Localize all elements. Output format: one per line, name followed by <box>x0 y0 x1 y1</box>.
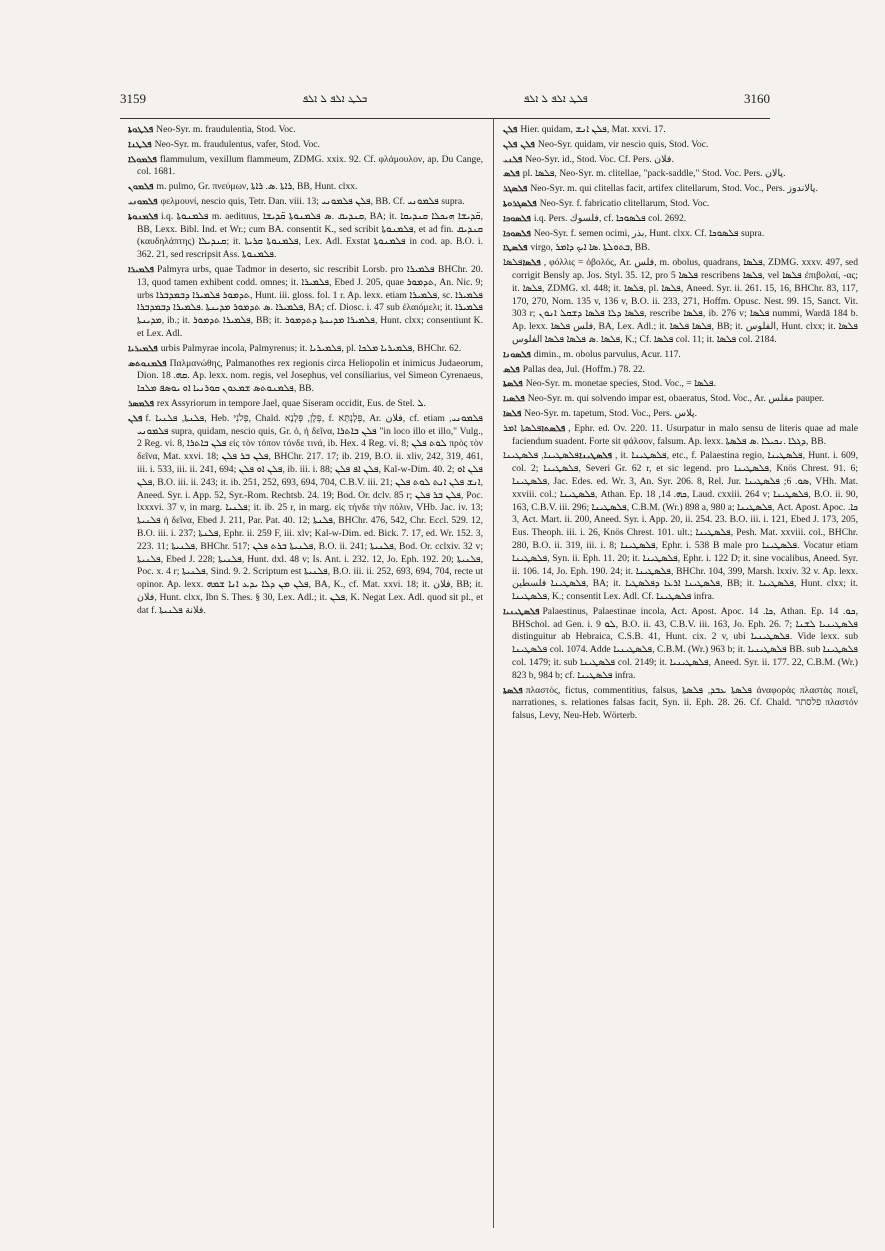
entry-headword: ܦܠܡܝܪܝܐ <box>128 343 158 354</box>
entry-definition: Pallas dea, Jul. (Hoffm.) 78. 22. <box>522 363 646 375</box>
dictionary-entry <box>503 378 858 391</box>
entry-headword: ܦܠܣܐ <box>503 408 522 419</box>
dictionary-entry <box>128 264 483 341</box>
entry-headword: ܦܠܣ <box>503 364 520 375</box>
entry-headword: ܦܠܣ <box>503 169 520 180</box>
entry-headword: ܦܠܣܬܐ <box>541 423 566 434</box>
left-column <box>128 124 483 1229</box>
dictionary-entry <box>128 343 483 356</box>
entry-headword: ܦܠܢ <box>128 413 143 424</box>
left-page-number: 3159 <box>120 91 146 106</box>
entry-headword: ܦܠܣܛܐ <box>503 243 528 254</box>
dictionary-entry <box>503 183 858 196</box>
right-running-head <box>523 94 587 105</box>
entry-headword: ܦܠܡܘܢ <box>128 182 154 193</box>
entry-definition: Palmyra urbs, quae Tadmor in deserto, sic rescribit Lorsb. pro ܦܠܡܝܪܐ BHChr. 20. 13, quod tamen exhibent codd. omnes; it. ܦܠܡܝܪܐ, Ebed J. 205, quae ܬܕܡܘܪ, An. Nic. 9; urbs ܬܕܡܘܪ ܦܠܡܝܪܐ ܕܒܡܕܒܪܐ, Hunt. iii. gloss. fol. 1 r. Ap. lexx. etiam ܦܠܡܝܪܐ, sc. ܦܠܡܝܪܐ ܦܠܡܝܪܐ .ܣ ܬܕܡܘܪ ܡܕܝܢܬܐ .ܦܠܡܝܪܐ ܕܒܡܕܒܪܐ, BA; cf. Diosc. i. 47 sub ἐλαιόμελι; it. ܦܠܡܝܪܐ ܡܕܝܢܬܐ, ib.; it. ܦܠܡܝܪܐ ܬܕܡܘܪ, BB; it. ܦܠܡܝܪܐ ܡܕܝܢܬܐ ܕܬܕܡܘܪ, Hunt. clxx; consentiunt K. et Lex. Adl. <box>137 263 483 339</box>
dictionary-entry <box>128 139 483 152</box>
entry-headword: ܦܠܣܓܪ <box>503 184 528 195</box>
dictionary-entry <box>128 154 483 180</box>
dictionary-entry <box>503 393 858 406</box>
dictionary-entry <box>503 242 858 255</box>
entry-definition: Neo-Syr. m. qui clitellas facit, artifex clitellarum, Stod. Voc., Pers. پالاندوز. <box>530 183 818 195</box>
entry-definition: Neo-Syr. f. fabricatio clitellarum, Stod. Voc. <box>539 197 710 209</box>
right-page-number: 3160 <box>743 91 770 106</box>
entry-headword: ܦܠܣܓܪܘܬܐ <box>503 198 537 209</box>
dictionary-entry <box>503 213 858 226</box>
dictionary-entry <box>503 423 858 449</box>
left-running-head-text: ܒܠܛ ܐܠܦ ܠ ܐܠܦ <box>302 93 368 105</box>
right-running-head-text: ܦܠܛ ܐܠܦ ܠ ܐܠܦ <box>523 93 588 105</box>
entry-headword: ܦܠܡܝܪܐ <box>128 264 154 275</box>
dictionary-entry <box>503 606 858 683</box>
entry-definition: rex Assyriorum in tempore Jael, quae Siseram occidit, Eus. de Stel. ܠ. <box>156 397 426 409</box>
entry-headword: ܦܠܡܢܘܬܐ <box>128 211 158 222</box>
entry-headword: ܦܠܣܬܐ <box>503 685 523 696</box>
entry-headword: ܦܠܣܝܐ <box>503 394 525 405</box>
entry-headword: ܦܠܡܘܢܝ <box>128 196 158 207</box>
entry-headword: ܦܠܢܝ <box>503 154 523 165</box>
entry-headword: ܦܠܣܬܐ <box>503 379 523 390</box>
entry-definition: f. ܦܠܢܬܐ, ܦܠܢܝܐ, Heb. פְּלֹנִי, Chald. פְּלָן, פְּלָנָא, f. פְּלָנְתָּא, Ar. فلان, cf. etiam ܦܠܡܘܢܝ, ܦܠܡܘܢܝ supra, quidam, nescio quis, Gr. ὁ, ἡ δεῖνα, ܦܠܢ ܒܐܬܪܐ "in loco illo et illo," Vulg., 2 Reg. vi. 8, ܦܠܢ ܒܐܬܪܐ εἰς τὸν τόπον τόνδε τινά, ib. Hex. 4 Reg. vi. 8; ܠܘܬ ܦܠܢ πρὸς τὸν δεῖνα, Mat. xxvi. 18; ܦܠܢ ܒܪ ܦܠܢ, BHChr. 217. 17; ib. 219, B.O. ii. xliv, 242, 319, 461, iii. i. 533, iii. ii. 241, 694; ܦܠܢ ܐܘ ܦܠܢ, ib. iii. i. 88; ܦܠܢ ܐܦ ܦܠܢ, Kal-w-Dim. 40. 2; ܦܠܢ ܐܘ ܦܠܢ, B.O. iii. ii. 243; it. ib. 251, 252, 693, 694, 704, C.B.V. iii. 21; ܐܢܫ ܦܠܢ ܐܢܬ ܠܘܬ ܦܠܢ, Aneed. Syr. i. App. 52, Syr.-Rom. Rechtsb. 24. 19; Bod. Or. dclv. 85 r; ܦܠܢ ܒܪ ܦܠܢ, Poc. lxxxvi. 37 v, in marg. ܦܠܢܝܐ; it. ib. 25 r, in marg. εἰς τήνδε τὴν πόλιν, VHb. Jac. iv. 13; ܦܠܢܝܬܐ ἡ δεῖνα, Ebed J. 211, Par. Pat. 40. 12; ܦܠܢܬܐ, BHChr. 476, 542, Chr. Eccl. 529. 12, B.O. iii. i. 237; ܦܠܢܬܐ, Ephr. ii. 259 F, iii. xlv; Kal-w-Dim. ed. Bick. 7. 17, ed. Wr. 152. 3, 223. 11; ܦܠܢܝܬܐ, BHChr. 517; ܦܠܢܝܬܐ ܒܪܬ ܦܠܢ, B.O. ii. 241; ܦܠܢܝܬܐ, Bod. Or. cclxiv. 32 v; ܦܠܢܝܬܐ, Ebed J. 228; ܦܠܢܝܬܐ, Hunt. dxl. 48 v; Is. Ant. i. 232. 12, Jo. Eph. 192. 20; ܦܠܢܝܬܐ, Poc. x. 4 r; ܦܠܢܝܬܐ, Sind. 9. 2. Scriptum est ܦܠܢܝܬܐ, B.O. iii. ii. 252, 693, 694, 704, recte ut opinor. Ap. lexx. ܦܠܢ ܡܢ ܕܠܐ ܝܕܥ ܐܢܐ ܫܡܗ, BA, K., cf. Mat. xxvi. 18; it. فلان, BB; it. فلان, Hunt. clxx, Ibn S. Thes. § 30, Lex. Adl.; it. ܦܠܢ, K. Negat Lex. Adl. quod sit pl., et dat f. فلانة ܦܠܢܝܬܐ. <box>137 412 483 616</box>
entry-definition: ܦܠܣܛܝܢܐ, ܦܠܣܛܝܢܐ, it. ܦܠܣܛܝܢܐ, etc., f. Palaestina regio, ܦܠܣܛܝܢܐ, Hunt. i. 609, col. 2; ܦܠܣܛܝܢܐ, Severi Gr. 62 r, et sic legend. pro ܦܠܣܛܝܢܐ, Knös Chrest. 91. 6; ܦܠܣܛܝܢܐ, Jac. Edes. ed. Wr. 3, An. Syr. 206. 8, Rel. Jur. ܣܘ. 6; ܦܠܣܛܝܢܐ, VHh. Mat. xxviii. col.; ܦܠܣܛܝܢܐ, Athan. Ep. ܟܗ. 14, 18, Laud. cxxiii. 264 v; ܦܠܣܛܝܢܐ, B.O. ii. 90, 163, C.B.V. iii. 296; ܦܠܣܛܝܢܐ, C.B.M. (Wr.) 898 a, 980 a; ܦܠܣܛܝܢܐ, Act. Apost. Apoc. ܟܐ. 3, Act. Mart. ii. 200, Aneed. Syr. i. App. 20, ii. 254. 23. B.O. iii. i. 121, Ebed J. 173, 205, Eus. Theoph. iii. i. 26, Knös Chrest. 101. ult.; ܦܠܣܛܝܢܐ, Pesh. Mat. xxviii. col., BHChr. 280, B.O. ii. 319, iii. i. 8; ܦܠܣܛܝܢܐ, Ephr. i. 538 B male pro ܦܠܣܛܝܢܐ. Vocatur etiam ܦܠܣܛܝܢܐ, Syn. ii. Eph. 11. 20; it. ܦܠܣܛܝܢܐ, Ephr. i. 122 D; it. sine vocalibus, Aneed. Syr. ii. 106. 14, Jo. Eph. 190. 24; it. ܦܠܣܛܝܢܐ, BHChr. 104, 399, Marsh. lxxiv. 32 v. Ap. lexx. ܦܠܣܛܝܢܐ فلسطين, BA; it. ܦܠܣܛܝܢܐ ܐܪܥܐ ܕܦܠܣܛܝܐ, BB; it. ܦܠܣܛܝܢܐ, Hunt. clxx; it. ܦܠܣܛܝܢܐ, K.; consentit Lex. Adl. Cf. ܦܠܣܛܝܢܐ infra. <box>503 450 858 603</box>
entry-definition: urbis Palmyrae incola, Palmyrenus; it. ܦܠܡܝܪܝܐ, pl. ܦܠܡܝܪܝܐ ܡܠܟܐ, BHChr. 62. <box>160 342 462 354</box>
right-column <box>503 124 858 1229</box>
dictionary-entry <box>128 413 483 618</box>
dictionary-entry <box>503 124 858 137</box>
entry-headword: ܦܠܛܘܬܐ <box>128 125 154 135</box>
entry-definition: φελμουνί, nescio quis, Tetr. Dan. viii. 13; ܦܠܢ ܦܠܡܘܢܝ, BB. Cf. ܦܠܡܘܢܝ supra. <box>160 195 465 207</box>
dictionary-entry <box>503 685 858 723</box>
dictionary-entry <box>503 364 858 377</box>
dictionary-entry <box>128 196 483 209</box>
dictionary-entry <box>503 198 858 211</box>
dictionary-entry <box>503 257 858 347</box>
header-rule <box>120 118 770 119</box>
entry-definition: Neo-Syr. id., Stod. Voc. Cf. Pers. فلان. <box>525 153 674 165</box>
entry-definition: pl. ܦܠܣܐ, Neo-Syr. m. clitellae, "pack-saddle," Stod. Voc. Pers. پالان. <box>522 168 786 180</box>
entry-headword: ܦܠܛܢܐ <box>128 139 152 150</box>
entry-definition: dimin., m. obolus parvulus, Acur. 117. <box>533 348 681 360</box>
dictionary-entry <box>503 168 858 181</box>
entry-definition: πλαστός, fictus, commentitius, falsus, ܦܠܣܬܐ ܥܒܕ, ܦܠܣܬܐ ἀναφορὰς πλαστὰς ποιεῖ, narrationes, s. relationes falsas facit, Syn. ii. Eph. 28. 26. Cf. Chald. פלסתר πλαστόν falsus, Levy, Neu-Heb. Wörterb. <box>512 684 858 722</box>
dictionary-entry <box>503 228 858 241</box>
column-divider <box>493 118 494 1228</box>
entry-definition: ܦܠܣܐ, φόλλις = ὀβολός, Ar. فلس, m. obolus, quadrans, ܦܠܣܐ, ZDMG. xxxv. 497, sed corrigit Bensly ap. Jos. Styl. 35. 12, pro ܦܠܣܐ 5 rescribens ܦܠܣܐ, vel ܦܠܣܐ ἐπιβολαί, -ας; it. ܦܠܣܐ, ZDMG. xl. 448; it. ܦܠܣܐ, pl. ܦܠܣܐ, Aneed. Syr. ii. 261. 15, 16, BHChr. 83, 117, 170, 270, Nom. 135 v, 136 v, B.O. ii. 233, 271, Hoffm. Opusc. Nest. 99. 15, Sanct. Vit. 303 r; ܦܠܣܐ ܕܠܐ ܦܠܣܐ ܕܫܩܠ ܐܢܘܢ, rescribe ܦܠܣܐ, ib. 276 v; ܦܠܣܐ nummi, Wardā 184 b. Ap. lexx. فلس ܦܠܣܐ, BA, Lex. Adl.; it. ܦܠܣܐ ܦܠܣܐ, BB; it. الفلوس, Hunt. clxx; it. ܦܠܣܐ ܦܠܣܐ .ܣ ܦܠܣܐ ܦܠܣܐ الفلوس, K.; Cf. ܦܠܣܐ col. 11; it. ܦܠܣܐ col. 2184. <box>503 257 858 345</box>
entry-definition: Neo-Syr. m. fraudulentia, Stod. Voc. <box>156 124 296 135</box>
dictionary-entry <box>503 450 858 604</box>
page-header <box>120 84 770 114</box>
entry-headword: ܦܠܣܘܟܐ <box>503 213 531 224</box>
entry-definition: Neo-Syr. m. tapetum, Stod. Voc., Pers. پلاس. <box>524 407 697 419</box>
entry-definition: Παλμανώθης, Palmanothes rex regionis circa Heliopolin et inimicus Judaeorum, Dion. ܩܗ. 18. Ap. lexx. nom. regis, vel Josephus, vel consiliarius, vel Simeon Cyrenaeus, ܦܠܡܢܘܬܣ ܫܡܥܘܢ ܩܘܪܢܝܐ ܐܘ ܝܘܣܦ ܡܠܟܐ, BB. <box>137 357 483 395</box>
entry-definition: flammulum, vexillum flammeum, ZDMG. xxix. 92. Cf. φλάμουλον, ap. Du Cange, col. 1681. <box>137 153 483 178</box>
entry-headword: ܦܠܡܢܘܬܣ <box>128 358 167 369</box>
entry-headword: ܦܠܣܛܝܢܐ <box>578 451 612 462</box>
right-header <box>744 91 770 107</box>
entry-headword: ܦܠܢ ܦܠܢ <box>503 139 535 150</box>
left-header <box>120 91 146 107</box>
entry-headword: ܦܠܢ <box>503 125 518 135</box>
dictionary-entry <box>128 211 483 262</box>
dictionary-entry <box>128 358 483 396</box>
dictionary-entry <box>503 154 858 167</box>
dictionary-entry <box>128 398 483 411</box>
entry-definition: Neo-Syr. m. qui solvendo impar est, obaeratus, Stod. Voc., Ar. مفلس pauper. <box>527 393 825 405</box>
entry-headword: ܦܠܣܘܢܐ <box>503 349 531 360</box>
dictionary-entry <box>503 139 858 152</box>
entry-definition: Neo-Syr. m. monetae species, Stod. Voc., = ܦܠܣܐ. <box>525 378 716 390</box>
dictionary-entry <box>128 124 483 137</box>
dictionary-entry <box>128 181 483 194</box>
dictionary-entry <box>503 408 858 421</box>
entry-headword: ܦܠܡܘܠܐ <box>128 154 157 165</box>
entry-definition: virgo, ܒܬܘܠܬܐ .ܣܐ ܐܝܟ ܕܐܡܪ, BB. <box>530 242 650 254</box>
entry-definition: Palaestinus, Palaestinae incola, Act. Apost. Apoc. ܟܐ. 14, Athan. Ep. ܟܘ. 14, BHSchol. ad Gen. i. ܠܘ 9, B.O. ii. 43, C.B.V. iii. 163, Jo. Eph. 26. 7; ܦܠܣܛܝܢܝܐ ܠܫܢܐ distinguitur ab Hebraica, C.S.B. 41, Hunt. cix. 2 v, ubi ܦܠܣܛܝܢܝܐ. Vide lexx. sub ܦܠܣܛܝܢܐ col. 1074. Adde ܦܠܣܛܝܢܝܐ, C.B.M. (Wr.) 963 b; it. ܦܠܣܛܝܢܝܐ BB. sub ܦܠܣܛܝܢܐ col. 1479; it. sub ܦܠܣܛܝܢܐ col. 2149; it. ܦܠܣܛܝܢܝܐ, Aneed. Syr. ii. 177. 22, C.B.M. (Wr.) 823 b, 984 b; cf. ܦܠܣܛܝܢܐ infra. <box>512 605 858 681</box>
entry-definition: Neo-Syr. m. fraudulentus, vafer, Stod. Voc. <box>154 138 320 150</box>
entry-headword: ܦܠܣܘܟܐ <box>503 228 531 239</box>
entry-definition: i.q. ܦܠܡܢܘܬܐ m. aedituus, ܩܢܕܝܩ .ܣ ܦܠܡܢܘܬܐ ܩ̈ܕܝܫܐ, BA; it. ܩ̈ܕܝܫܐ ܗܝܟܠܐ ܩܢܕܝܩܐ, BB, Lexx. Bibl. Ind. et Wr.; cum BA. consentit K., sed scribit ܦܠܡܢܘܬܐ, et ad fin. ܩܢܕܝܩ (καυδηλάπτης) ܩܢܕܝܠܐ; it. ܦܠܡܢܘܬܐ ܩܪܝܬܐ, Lex. Adl. Exstat ܦܠܡܢܘܬܐ in cod. ap. B.O. i. 362. 21, sed rescripsit Ass. ܦܠܡܢܘܬܐ. <box>137 210 483 261</box>
entry-definition: m. pulmo, Gr. πνεύμων, ܪܐܬܐ .ܣ. ܪܐܬܐ, BB, Hunt. clxx. <box>156 181 358 193</box>
dictionary-entry <box>503 349 858 362</box>
entry-definition: i.q. Pers. فلسوك, cf. ܦܠܣܘܟܐ col. 2692. <box>533 212 687 224</box>
entry-definition: Neo-Syr. quidam, vir nescio quis, Stod. Voc. <box>537 138 709 150</box>
entry-headword: ܦܠܣܛܝܢܝܐ <box>503 606 540 617</box>
entry-headword: ܦܠܡܣܪ <box>128 398 154 409</box>
entry-definition: Neo-Syr. f. semen ocimi, بذر, Hunt. clxx. Cf. ܦܠܣܘܟܐ supra. <box>533 227 765 239</box>
entry-definition: ܦܠܣܬܐ ܐܡܪ, Ephr. ed. Ov. 220. 11. Usurpatur in malo sensu de literis quae ad male faciendum suadent. Forte sit φάλσον, falsum. Ap. lexx. ܕܓܠܐ .ܢܟܝܠܐ .ܣ ܦܠܣܬܐ, BB. <box>503 422 858 447</box>
entry-definition: Hier. quidam, ܦܠܢ ܐܢܫ, Mat. xxvi. 17. <box>520 124 666 135</box>
left-running-head <box>302 94 367 105</box>
entry-headword: ܦܠܣܐ <box>522 258 541 269</box>
